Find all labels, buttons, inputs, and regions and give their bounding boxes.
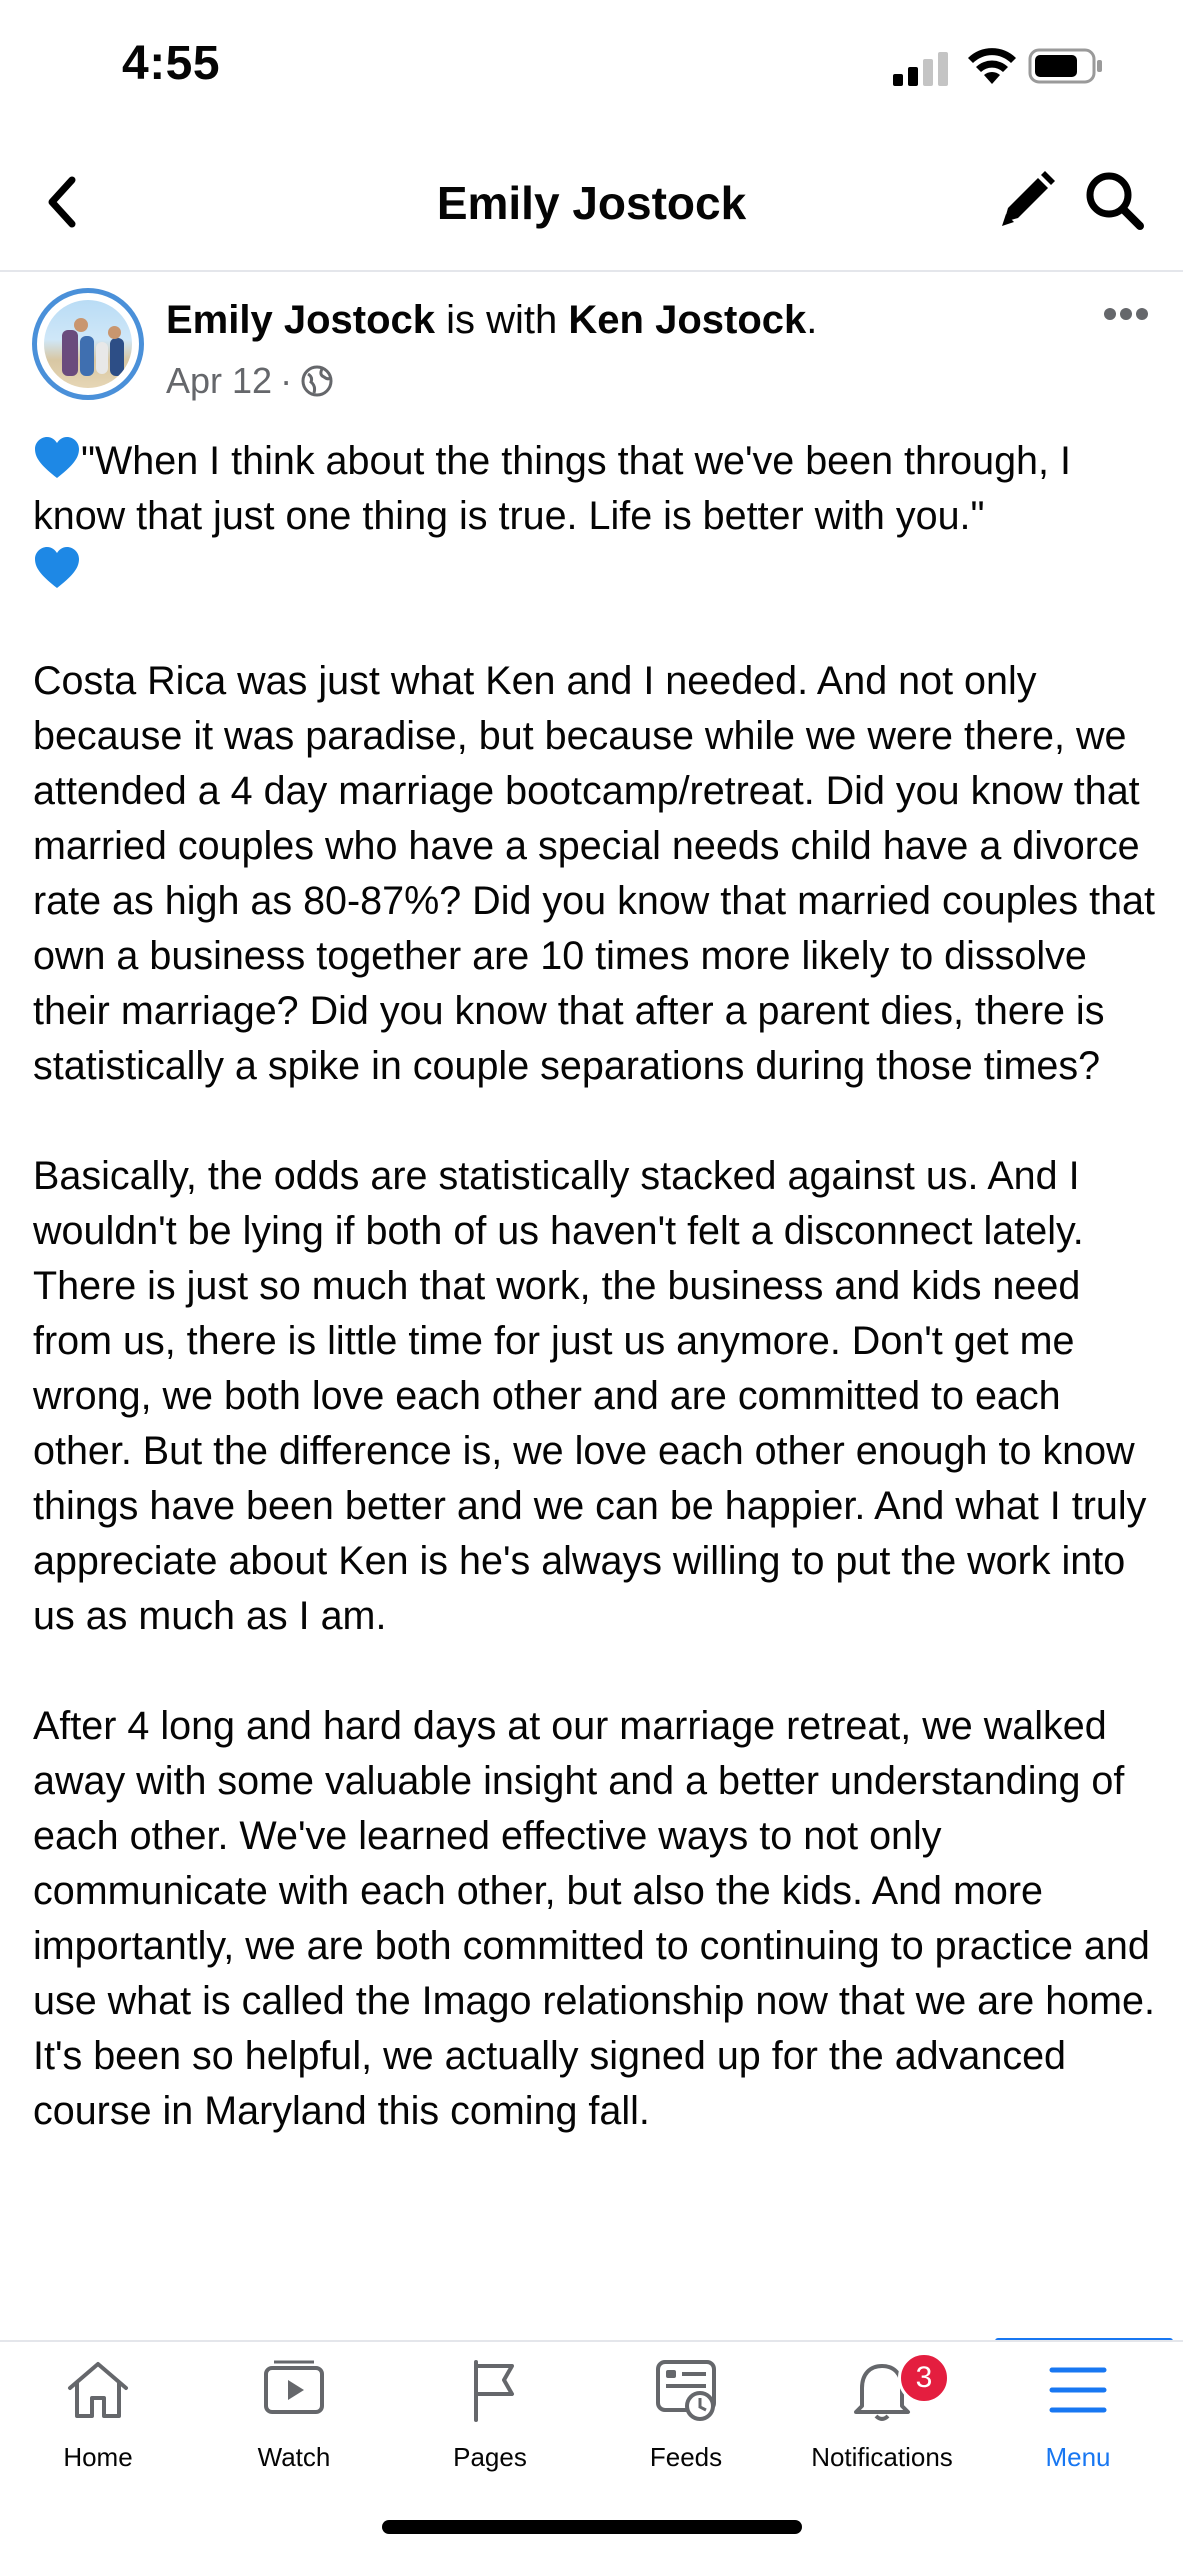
post-meta [166,360,334,402]
nav-watch[interactable] [196,2342,392,2472]
post-paragraph: Basically, the odds are statistically stacked against us. And I wouldn't be lying if both of us haven't felt a disconnect lately. There is just so much that work, the business and kids need from us, there is little time for just us anymore. Don't get me wrong, we both love each other and are committed to each other. But the difference is, we love each other enough to know things have been better and we can be happier. And what I truly appreciate about Ken is he's always willing to put the work into us as much as I am. [33,1154,1147,1638]
avatar-photo [44,300,132,388]
watch-icon [260,2358,328,2422]
nav-label: Watch [257,2442,331,2472]
nav-menu[interactable] [980,2342,1176,2472]
author-line-end: . [806,298,818,342]
notification-badge: 3 [898,2352,950,2404]
with-text: is with [446,298,558,342]
post-paragraph: After 4 long and hard days at our marriage retreat, we walked away with some valuable insight and a better understanding of each other. We've learned effective ways to not only communicate with each other, but also the kids. And more importantly, we are both committed to continuing to practice and use what is called the Imago relationship now that we are home. It's been so helpful, we actually signed up for the advanced course in Maryland this coming fall. [33,1704,1155,2133]
more-options-icon[interactable] [1102,306,1150,322]
post-quote: "When I think about the things that we've been through, I know that just one thing is true. Life is better with you." [33,439,1071,538]
status-time: 4:55 [122,37,221,90]
home-icon [64,2358,132,2422]
battery-icon [1028,46,1106,86]
wifi-icon [966,46,1018,86]
post-author-line [166,298,817,343]
page-header [0,140,1183,272]
meta-separator: · [280,360,293,401]
feeds-icon [652,2358,720,2422]
signal-icon [893,52,949,86]
menu-icon [1044,2358,1112,2422]
avatar[interactable] [32,288,144,400]
nav-label: Menu [1045,2442,1111,2472]
tagged-name[interactable]: Ken Jostock [568,298,807,342]
post-body [33,434,1163,2194]
nav-home[interactable] [0,2342,196,2472]
blue-heart-icon [33,436,81,480]
nav-pages[interactable] [392,2342,588,2472]
nav-notifications[interactable] [784,2342,980,2472]
post-paragraph: Costa Rica was just what Ken and I needed. And not only because it was paradise, but because while we were there, we attended a 4 day marriage bootcamp/retreat. Did you know that married couples who have a special needs child have a divorce rate as high as 80-87%? Did you know that married couples that own a business together are 10 times more likely to dissolve their marriage? Did you know that after a parent dies, there is statistically a spike in couple separations during those times? [33,659,1155,1088]
search-icon[interactable] [1084,170,1146,232]
nav-feeds[interactable] [588,2342,784,2472]
globe-icon [300,364,334,398]
nav-label: Pages [453,2442,527,2472]
home-indicator [382,2520,802,2534]
flag-icon [456,2358,524,2422]
blue-heart-icon [33,546,81,590]
post-date[interactable]: Apr 12 [166,360,273,401]
pencil-icon[interactable] [998,170,1056,230]
nav-label: Home [63,2442,133,2472]
page-title: Emily Jostock [436,177,747,229]
nav-label: Notifications [811,2442,953,2472]
author-name[interactable]: Emily Jostock [166,298,436,342]
bottom-nav [0,2340,1183,2472]
nav-label: Feeds [649,2442,723,2472]
status-bar [0,0,1183,130]
post-quote-paragraph [33,434,1163,599]
